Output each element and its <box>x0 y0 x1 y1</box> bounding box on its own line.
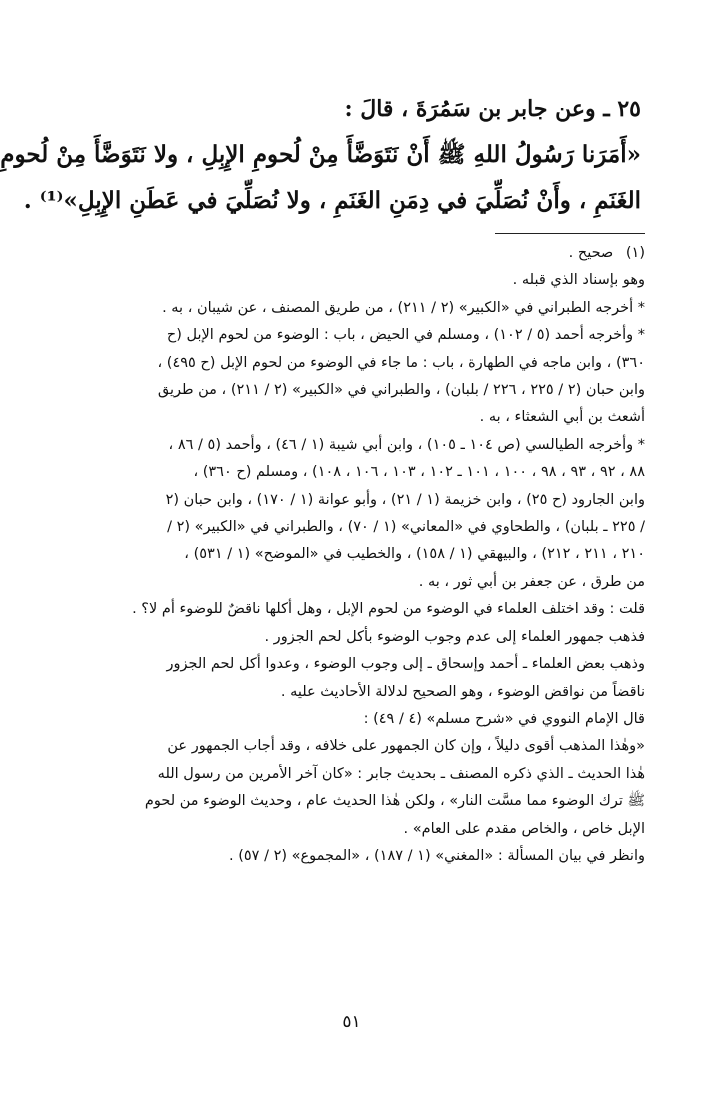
footnote-line: ﷺ ترك الوضوء مما مسَّت النار» ، ولكن هٰذا الحديث عام ، وحديث الوضوء من لحوم <box>144 793 645 810</box>
footnote-line: ٨٨ ، ٩٢ ، ٩٣ ، ٩٨ ، ١٠٠ ، ١٠١ ـ ١٠٢ ، ١٠٣ ، ١٠٦ ، ١٠٨) ، ومسلم (ح ٣٦٠) ، <box>193 464 645 481</box>
footnote-line: ٣٦٠) ، وابن ماجه في الطهارة ، باب : ما جاء في الوضوء من لحوم الإبل (ح ٤٩٥) ، <box>157 354 645 371</box>
footnote-grade: صحيح . <box>568 245 614 261</box>
footnote-line: * وأخرجه الطيالسي (ص ١٠٤ ـ ١٠٥) ، وابن أبي شيبة (١ / ٤٦) ، وأحمد (٥ / ٨٦ ، <box>168 436 645 453</box>
footnote-first-text <box>569 240 645 267</box>
page-number: ٥١ <box>342 1012 361 1032</box>
hadith-heading: ٢٥ ـ وعن جابر بن سَمُرَةَ ، قالَ : <box>344 96 641 122</box>
footnote-line: ناقضاً من نواقض الوضوء ، وهو الصحيح لدلالة الأحاديث عليه . <box>280 683 645 700</box>
footnote-line: / ٢٢٥ ـ بلبان) ، والطحاوي في «المعاني» (١ / ٧٠) ، والطبراني في «الكبير» (٢ / <box>167 519 645 536</box>
footnote-line: وذهب بعض العلماء ـ أحمد وإسحاق ـ إلى وجوب الوضوء ، وعدوا أكل لحم الجزور <box>166 656 645 673</box>
footnote-separator <box>495 233 645 234</box>
footnote-line: هٰذا الحديث ـ الذي ذكره المصنف ـ بحديث جابر : «كان آخر الأمرين من رسول الله <box>157 765 645 782</box>
footnote-line: * أخرجه الطبراني في «الكبير» (٢ / ٢١١) ، من طريق المصنف ، عن شيبان ، به . <box>162 299 645 316</box>
footnote-line: ٢١٠ ، ٢١١ ، ٢١٢) ، والبيهقي (١ / ١٥٨) ، والخطيب في «الموضح» (١ / ٥٣١) ، <box>184 546 645 563</box>
footnote-line: «وهٰذا المذهب أقوى دليلاً ، وإن كان الجمهور على خلافه ، وقد أجاب الجمهور عن <box>167 738 645 755</box>
footnote-line: أشعث بن أبي الشعثاء ، به . <box>479 409 645 426</box>
footnote-line: من طرق ، عن جعفر بن أبي ثور ، به . <box>418 573 645 590</box>
footnote-number: (١) <box>625 245 645 261</box>
hadith-line: «أَمَرَنا رَسُولُ اللهِ ﷺ أَنْ نَتَوَضَّأَ مِنْ لُحومِ الإِبِلِ ، ولا نَتَوَضَّأَ مِنْ لُحومِ <box>0 141 641 168</box>
footnote-line: الإبل خاص ، والخاص مقدم على العام» . <box>403 820 645 837</box>
footnote-line: وابن حبان (٢ / ٢٢٥ ، ٢٢٦ / بلبان) ، والطبراني في «الكبير» (٢ / ٢١١) ، من طريق <box>157 382 645 399</box>
hadith-line: الغَنَمِ ، وأَنْ نُصَلِّيَ في دِمَنِ الغَنَمِ ، ولا نُصَلِّيَ في عَطَنِ الإِبِلِ»⁽¹⁾ . <box>23 187 641 214</box>
footnote-line: فذهب جمهور العلماء إلى عدم وجوب الوضوء بأكل لحم الجزور . <box>264 628 645 645</box>
footnote-line: * وأخرجه أحمد (٥ / ١٠٢) ، ومسلم في الحيض ، باب : الوضوء من لحوم الإبل (ح <box>166 327 645 344</box>
footnote-line: وانظر في بيان المسألة : «المغني» (١ / ١٨٧) ، «المجموع» (٢ / ٥٧) . <box>229 847 645 864</box>
footnote-block <box>52 240 645 870</box>
footnote-line: قلت : وقد اختلف العلماء في الوضوء من لحوم الإبل ، وهل أكلها ناقضٌ للوضوء أم لا؟ . <box>132 601 645 618</box>
footnote-line: قال الإمام النووي في «شرح مسلم» (٤ / ٤٩) : <box>363 710 645 727</box>
footnote-line: وهو بإسناد الذي قبله . <box>512 272 645 289</box>
footnote-line: وابن الجارود (ح ٢٥) ، وابن خزيمة (١ / ٢١) ، وأبو عوانة (١ / ١٧٠) ، وابن حبان (٢ <box>165 491 645 508</box>
footnote-first-line <box>52 240 645 267</box>
hadith-text <box>0 86 641 224</box>
